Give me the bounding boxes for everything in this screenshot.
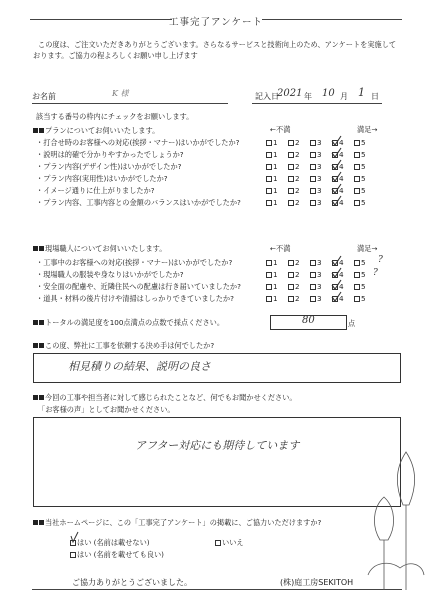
date-month-unit: 月	[340, 92, 348, 101]
option-label: 3	[317, 282, 322, 291]
option-yes-named[interactable]: はい (名前を載せても良い)	[70, 550, 164, 559]
name-value[interactable]: K 様	[112, 89, 129, 98]
option-label: 3	[317, 198, 322, 207]
option-label: 4	[339, 282, 344, 291]
option-label: 1	[273, 174, 278, 183]
option-label: 1	[273, 258, 278, 267]
option-label: 5	[361, 270, 366, 279]
option-label: 1	[273, 282, 278, 291]
date-year[interactable]: 2021	[277, 88, 303, 99]
scale-high-label-1: 満足→	[357, 125, 378, 134]
section1-question-5: ・イメージ通りに仕上がりましたか?	[36, 186, 155, 195]
option-label: 2	[295, 282, 300, 291]
option-label: 4	[339, 174, 344, 183]
section2-question-4: ・道具・材料の後片付けや清掃はしっかりできていましたか?	[36, 294, 234, 303]
option-label: 5	[361, 258, 366, 267]
margin-question-mark-2: ?	[373, 268, 378, 278]
option-label: 4	[339, 162, 344, 171]
date-day-unit: 日	[371, 92, 379, 101]
section1-title: プランについてお伺いいたします。	[33, 126, 159, 135]
section6-title: 当社ホームページに、この「工事完了アンケート」の掲載に、ご協力いただけますか?	[33, 518, 321, 527]
score-value: 80	[302, 315, 315, 326]
option-label: 2	[295, 186, 300, 195]
page-title: 工事完了アンケート	[169, 17, 263, 28]
option-label: 1	[273, 162, 278, 171]
date-year-unit: 年	[304, 92, 312, 101]
option-label: 5	[361, 282, 366, 291]
section2-title: 現場職人についてお伺いいたします。	[33, 244, 166, 253]
section4-title: この度、弊社に工事を依頼する決め手は何でしたか?	[33, 341, 214, 350]
option-label: 1	[273, 270, 278, 279]
option-label: 4	[339, 186, 344, 195]
option-no[interactable]: いいえ	[215, 538, 244, 547]
option-label: 4	[339, 150, 344, 159]
footer-thanks: ご協力ありがとうございました。	[72, 578, 192, 587]
section2-question-2: ・現場職人の服装や身なりはいかがでしたか?	[36, 270, 184, 279]
option-label: 3	[317, 258, 322, 267]
instruction: 該当する番号の枠内にチェックをお願いします。	[36, 112, 194, 121]
section5-subtitle: 「お客様の声」としてお聞かせください。	[38, 405, 175, 414]
score-unit: 点	[348, 319, 356, 328]
option-label: 3	[317, 186, 322, 195]
option-label: 2	[295, 258, 300, 267]
option-label: 5	[361, 138, 366, 147]
section5-title: 今回の工事や担当者に対して感じられたことなど、何でもお聞かせください。	[33, 393, 297, 402]
option-label: 1	[273, 198, 278, 207]
option-label: 4	[339, 138, 344, 147]
intro-line-2: おります。ご協力の程よろしくお願い申し上げます	[33, 51, 198, 60]
date-month[interactable]: 10	[322, 88, 335, 99]
option-label: 2	[295, 162, 300, 171]
scale-low-label-2: ←不満	[270, 244, 291, 253]
scale-high-label-2: 満足→	[357, 244, 378, 253]
option-label: 2	[295, 174, 300, 183]
scale-low-label-1: ←不満	[270, 125, 291, 134]
option-yes-anonymous[interactable]: はい (名前は載せない)	[70, 538, 150, 547]
intro-line-1: この度は、ご注文いただきありがとうございます。さらなるサービスと技術向上のため、アンケートを実施して	[38, 40, 397, 49]
option-label: 2	[295, 150, 300, 159]
option-label: 3	[317, 162, 322, 171]
option-label: 5	[361, 294, 366, 303]
option-label: 2	[295, 138, 300, 147]
option-label: 3	[317, 150, 322, 159]
section1-question-4: ・プラン内容(実用性)はいかがでしたか?	[36, 174, 168, 183]
name-label: お名前	[32, 92, 56, 101]
reason-answer: 相見積りの結果、説明の良さ	[68, 360, 211, 373]
option-label: 2	[295, 270, 300, 279]
option-label: 4	[339, 270, 344, 279]
date-day[interactable]: 1	[358, 86, 365, 99]
section1-question-1: ・打合せ時のお客様への対応(挨拶・マナー)はいかがでしたか?	[36, 138, 240, 147]
option-label: 2	[295, 294, 300, 303]
option-label: 2	[295, 198, 300, 207]
option-label: 4	[339, 258, 344, 267]
option-label: 3	[317, 294, 322, 303]
option-label: 1	[273, 294, 278, 303]
section1-question-3: ・プラン内容(デザイン性)はいかがでしたか?	[36, 162, 182, 171]
option-label: 3	[317, 138, 322, 147]
date-label: 記入日	[255, 92, 279, 101]
voice-answer: アフター対応にも期待しています	[135, 439, 300, 452]
option-label: 5	[361, 186, 366, 195]
option-label: 5	[361, 174, 366, 183]
section3-title: トータルの満足度を100点満点の点数で採点ください。	[33, 318, 224, 327]
company-name: (株)庭工房SEKITOH	[280, 578, 354, 587]
section1-question-2: ・説明は的確で分かりやすかったでしょうか?	[36, 150, 184, 159]
section1-question-6: ・プラン内容、工事内容との金額のバランスはいかがでしたか?	[36, 198, 241, 207]
option-label: 3	[317, 174, 322, 183]
margin-question-mark-1: ?	[378, 255, 383, 265]
option-label: 4	[339, 294, 344, 303]
option-label: 1	[273, 150, 278, 159]
option-label: 1	[273, 138, 278, 147]
section2-question-1: ・工事中のお客様への対応(挨拶・マナー)はいかがでしたか?	[36, 258, 233, 267]
option-label: 5	[361, 198, 366, 207]
option-label: 5	[361, 162, 366, 171]
section2-question-3: ・安全面の配慮や、近隣住民への配慮は行き届いていましたか?	[36, 282, 241, 291]
option-label: 4	[339, 198, 344, 207]
option-label: 1	[273, 186, 278, 195]
option-label: 3	[317, 270, 322, 279]
option-label: 5	[361, 150, 366, 159]
